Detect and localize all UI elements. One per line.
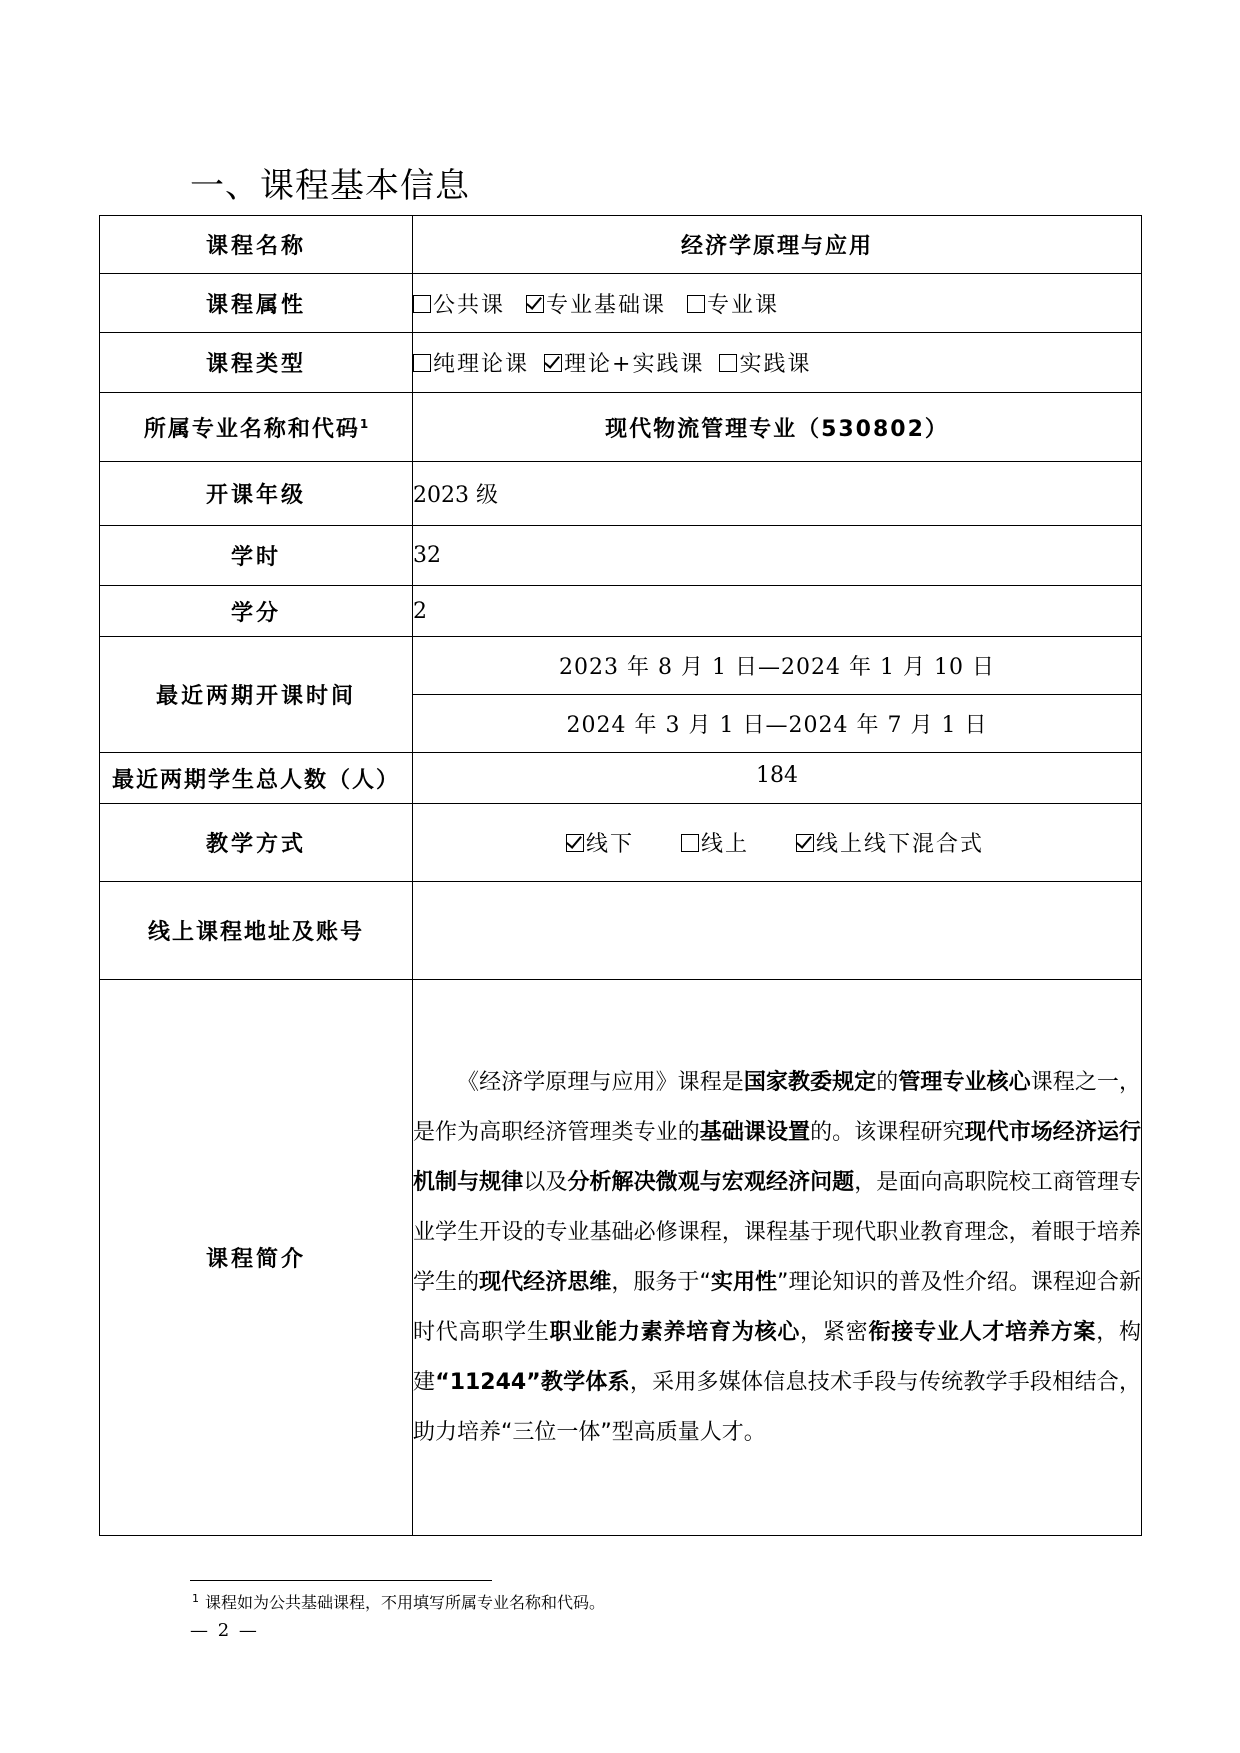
label-course-attribute: 课程属性: [100, 274, 413, 333]
option-blended[interactable]: 线上线下混合式: [796, 827, 984, 858]
intro-text-run: ”理论知识的普及性介绍。课程迎合新时代高职学生: [413, 1269, 1141, 1345]
intro-text-run: ，服务于“: [611, 1269, 711, 1295]
intro-text-run: 的: [876, 1069, 899, 1095]
row-teaching-mode: [100, 804, 1142, 882]
checkbox-online[interactable]: [681, 834, 699, 852]
intro-emphasis: 现代市场经济运行机制与规律: [413, 1119, 1141, 1195]
intro-emphasis: 实用性: [710, 1269, 778, 1295]
checkbox-theory-practice[interactable]: [544, 354, 562, 372]
value-credits: 2: [413, 586, 1142, 637]
value-grade: 2023 级: [413, 462, 1142, 526]
intro-text-run: ，构建: [413, 1319, 1141, 1395]
row-grade: [100, 462, 1142, 526]
option-theory-practice[interactable]: 理论+实践课: [544, 347, 704, 378]
intro-text-run: ，采用多媒体信息技术手段与传统教学手段相结合，助力培养“三位一体”型高质量人才。: [413, 1369, 1141, 1445]
checkbox-blended[interactable]: [796, 834, 814, 852]
row-course-intro: [100, 980, 1142, 1536]
checkbox-offline[interactable]: [566, 834, 584, 852]
options-course-attribute: [413, 274, 1142, 333]
label-online-address: 线上课程地址及账号: [100, 882, 413, 980]
label-teaching-mode: 教学方式: [100, 804, 413, 882]
intro-text-run: 《经济学原理与应用》课程是: [457, 1069, 744, 1095]
page-number: — 2 —: [190, 1620, 259, 1641]
footnote-mark: 1: [192, 1592, 199, 1605]
footnote-ref: 1: [359, 416, 369, 431]
label-hours: 学时: [100, 526, 413, 586]
value-period-1: 2023 年 8 月 1 日—2024 年 1 月 10 日: [413, 637, 1142, 695]
checkbox-major-course[interactable]: [687, 295, 705, 313]
row-major: [100, 393, 1142, 462]
label-grade: 开课年级: [100, 462, 413, 526]
option-offline[interactable]: 线下: [566, 827, 634, 858]
label-periods: 最近两期开课时间: [100, 637, 413, 753]
row-online-address: [100, 882, 1142, 980]
options-teaching-mode: [413, 804, 1142, 882]
value-course-intro: [413, 980, 1142, 1536]
footnote-divider: [190, 1580, 492, 1581]
footnote: [192, 1590, 605, 1613]
checkbox-public-course[interactable]: [413, 295, 431, 313]
intro-text-run: 以及: [523, 1169, 568, 1195]
intro-emphasis: 分析解决微观与宏观经济问题: [567, 1169, 855, 1195]
course-intro-paragraph: [413, 1058, 1141, 1458]
value-online-address[interactable]: [413, 882, 1142, 980]
option-pure-theory[interactable]: 纯理论课: [413, 347, 529, 378]
row-course-name: [100, 216, 1142, 274]
row-hours: [100, 526, 1142, 586]
intro-text-run: 的。该课程研究: [810, 1119, 965, 1145]
checkbox-practice[interactable]: [719, 354, 737, 372]
intro-emphasis: 衔接专业人才培养方案: [868, 1319, 1097, 1345]
label-students: 最近两期学生总人数（人）: [100, 753, 413, 804]
row-course-type: [100, 333, 1142, 393]
label-course-intro: 课程简介: [100, 980, 413, 1536]
label-course-type: 课程类型: [100, 333, 413, 393]
value-students: 184: [413, 753, 1142, 804]
row-period-1: [100, 637, 1142, 695]
intro-emphasis: 基础课设置: [699, 1119, 811, 1145]
checkbox-major-foundation-course[interactable]: [526, 295, 544, 313]
options-course-type: [413, 333, 1142, 393]
label-major: 所属专业名称和代码$^1$: [100, 393, 413, 462]
value-course-name: 经济学原理与应用: [413, 216, 1142, 274]
intro-emphasis: 现代经济思维: [479, 1269, 612, 1295]
intro-text-run: 课程之一，是作为高职经济管理类专业的: [413, 1069, 1141, 1145]
page-heading: 一、课程基本信息: [190, 166, 470, 206]
row-credits: [100, 586, 1142, 637]
option-major-foundation-course[interactable]: 专业基础课: [526, 288, 666, 319]
value-major: 现代物流管理专业（530802）: [413, 393, 1142, 462]
intro-emphasis: 职业能力素养培育为核心: [549, 1319, 801, 1345]
value-hours: 32: [413, 526, 1142, 586]
intro-text-run: ，是面向高职院校工商管理专业学生开设的专业基础必修课程，课程基于现代职业教育理念，着眼于培养学生的: [413, 1169, 1141, 1295]
row-students: [100, 753, 1142, 804]
value-period-2: 2024 年 3 月 1 日—2024 年 7 月 1 日: [413, 695, 1142, 753]
footnote-text: 课程如为公共基础课程，不用填写所属专业名称和代码。: [205, 1593, 606, 1612]
intro-text-run: ，紧密: [800, 1319, 869, 1345]
option-online[interactable]: 线上: [681, 827, 749, 858]
intro-emphasis: 国家教委规定: [743, 1069, 877, 1095]
label-credits: 学分: [100, 586, 413, 637]
option-major-course[interactable]: 专业课: [687, 288, 779, 319]
checkbox-pure-theory[interactable]: [413, 354, 431, 372]
option-practice[interactable]: 实践课: [719, 347, 811, 378]
label-course-name: 课程名称: [100, 216, 413, 274]
intro-emphasis: “11244”教学体系: [435, 1369, 630, 1395]
course-info-table: [99, 215, 1142, 1536]
intro-emphasis: 管理专业核心: [898, 1069, 1031, 1095]
row-course-attribute: [100, 274, 1142, 333]
option-public-course[interactable]: 公共课: [413, 288, 505, 319]
